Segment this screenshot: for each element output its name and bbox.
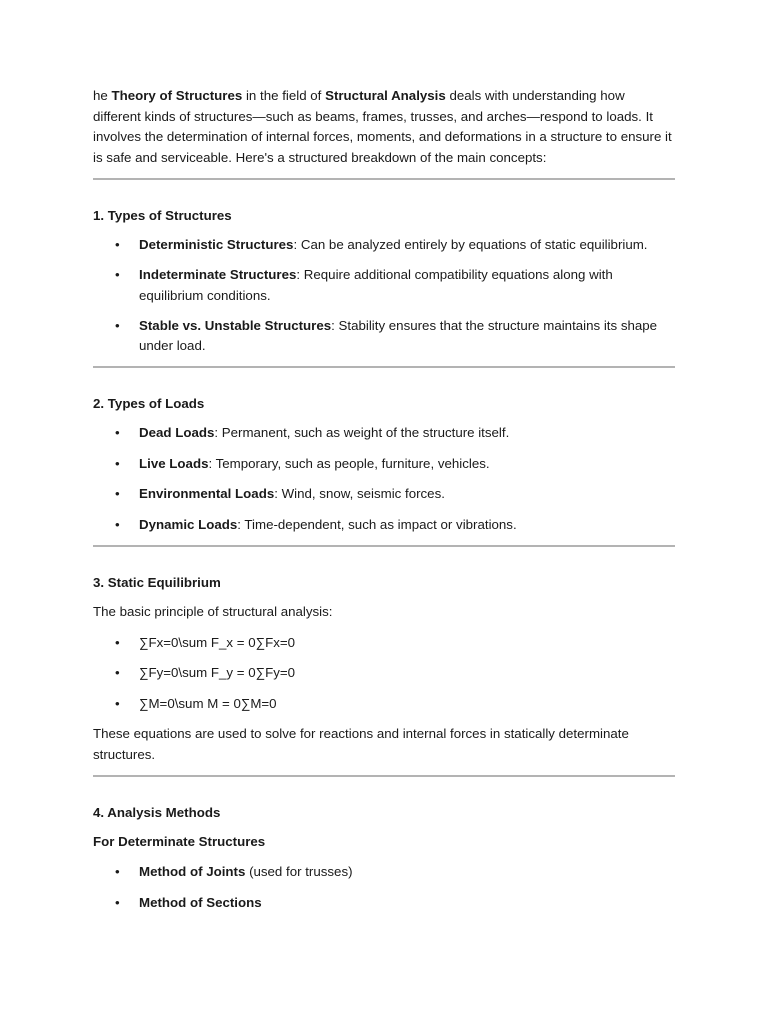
item-term: Deterministic Structures: [139, 237, 294, 252]
document-content: [93, 86, 675, 923]
item-desc: : Time-dependent, such as impact or vibrations.: [237, 516, 517, 532]
section-heading-analysis-methods: 4. Analysis Methods: [93, 805, 221, 820]
equation-item: [93, 663, 675, 684]
bullet-icon: •: [115, 665, 120, 680]
equation-text: ∑Fy=0\sum F_y = 0∑Fy=0: [139, 665, 296, 680]
bullet-icon: •: [115, 864, 120, 879]
item-term: Environmental Loads: [139, 486, 275, 501]
intro-text: in the field of: [242, 88, 326, 103]
methods-list: [93, 862, 675, 913]
equation-text: ∑Fx=0\sum F_x = 0∑Fx=0: [139, 634, 296, 650]
section-note-text: These equations are used to solve for reactions and internal forces in statically determinate structures.: [93, 726, 629, 762]
intro-bold-analysis: Structural Analysis: [325, 88, 446, 103]
intro-text: he: [93, 88, 112, 103]
bullet-icon: •: [115, 267, 120, 282]
bullet-icon: •: [115, 237, 120, 252]
section-lead-text: The basic principle of structural analysis:: [93, 604, 333, 619]
item-desc: : Temporary, such as people, furniture, vehicles.: [208, 455, 490, 471]
list-item: [93, 862, 675, 883]
equations-list: [93, 633, 675, 715]
intro-bold-theory: Theory of Structures: [111, 88, 243, 103]
item-desc: : Permanent, such as weight of the structure itself.: [214, 425, 510, 440]
list-item: [93, 893, 675, 914]
item-term: Live Loads: [139, 455, 209, 471]
list-item: [93, 316, 675, 357]
list-item: [93, 515, 675, 536]
bullet-icon: •: [115, 455, 120, 471]
item-desc: (used for trusses): [245, 864, 353, 879]
section-heading-types-of-structures: 1. Types of Structures: [93, 208, 232, 223]
item-desc: : Can be analyzed entirely by equations of static equilibrium.: [293, 237, 648, 252]
bullet-icon: •: [115, 894, 120, 910]
divider: [93, 366, 675, 368]
equation-item: [93, 633, 675, 654]
bullet-icon: •: [115, 486, 120, 501]
intro-text: deals with understanding how different kinds of structures—such as beams, frames, trusses, and arches—respond to loads. It involves the determination of internal forces, moments, and deformations in a structure to ensure it is safe and serviceable. Here's a structured breakdown of the main concepts:: [93, 88, 672, 165]
item-term: Stable vs. Unstable Structures: [139, 317, 332, 333]
structures-list: [93, 235, 675, 357]
divider: [93, 178, 675, 180]
item-term: Dynamic Loads: [139, 516, 238, 532]
item-desc: : Require additional compatibility equations along with equilibrium conditions.: [139, 267, 613, 303]
loads-list: [93, 423, 675, 535]
section-heading-static-equilibrium: 3. Static Equilibrium: [93, 575, 221, 590]
item-term: Method of Joints: [139, 864, 246, 879]
item-term: Indeterminate Structures: [139, 267, 297, 282]
bullet-icon: •: [115, 425, 120, 440]
bullet-icon: •: [115, 317, 120, 333]
equation-text: ∑M=0\sum M = 0∑M=0: [139, 695, 277, 711]
list-item: [93, 454, 675, 475]
item-desc: : Stability ensures that the structure maintains its shape under load.: [139, 317, 658, 353]
bullet-icon: •: [115, 695, 120, 711]
list-item: [93, 423, 675, 444]
section-heading-types-of-loads: 2. Types of Loads: [93, 396, 205, 411]
bullet-icon: •: [115, 516, 120, 532]
equation-item: [93, 694, 675, 715]
divider: [93, 775, 675, 777]
intro-paragraph: [93, 86, 675, 168]
item-desc: : Wind, snow, seismic forces.: [274, 486, 445, 501]
item-term: Method of Sections: [139, 894, 262, 910]
bullet-icon: •: [115, 634, 120, 650]
list-item: [93, 484, 675, 505]
divider: [93, 545, 675, 547]
list-item: [93, 265, 675, 306]
item-term: Dead Loads: [139, 425, 215, 440]
list-item: [93, 235, 675, 256]
subheading-determinate-structures: For Determinate Structures: [93, 834, 266, 849]
